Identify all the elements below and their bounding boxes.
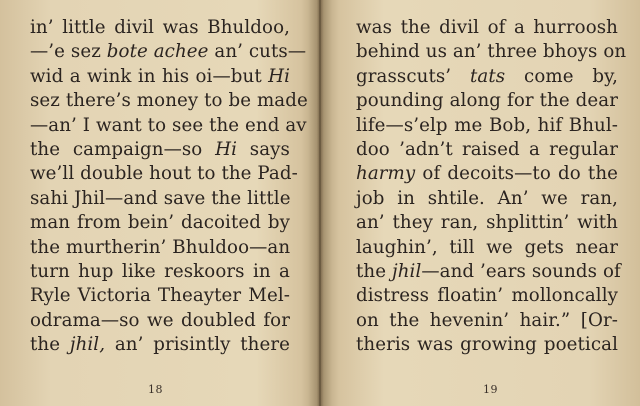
text-line: harmy of decoits—to do the bbox=[356, 163, 618, 185]
text-line: sez there’s money to be made bbox=[30, 90, 308, 112]
text-line: —’e sez bote achee an’ cuts— bbox=[30, 41, 307, 63]
left-page-text bbox=[30, 16, 308, 357]
text-line: we’ll double hout to the Pad- bbox=[30, 163, 298, 185]
text-line: an’ they ran, shplittin’ with bbox=[356, 212, 618, 234]
text-line: the campaign—so Hi says bbox=[30, 138, 290, 160]
text-line: pounding along for the dear bbox=[356, 90, 618, 112]
text-line: life—s’elp me Bob, hif Bhul- bbox=[356, 114, 618, 136]
right-page-text bbox=[356, 16, 627, 357]
page-number-right: 19 bbox=[483, 383, 498, 396]
text-line: theris was growing poetical bbox=[356, 334, 618, 356]
text-line: job in shtile. An’ we ran, bbox=[356, 187, 618, 209]
text-line: the jhil, an’ prisintly there bbox=[30, 334, 291, 356]
text-line: laughin’, till we gets near bbox=[356, 236, 618, 258]
text-line: odrama—so we doubled for bbox=[30, 309, 290, 331]
text-line: was the divil of a hurroosh bbox=[356, 17, 618, 38]
text-line: Ryle Victoria Theayter Mel- bbox=[30, 285, 290, 307]
text-line: sahi Jhil—and save the little bbox=[30, 187, 291, 209]
text-line: man from bein’ dacoited by bbox=[30, 212, 290, 234]
page-number-left: 18 bbox=[148, 383, 163, 396]
text-line: distress floatin’ molloncally bbox=[356, 285, 618, 307]
text-line: —an’ I want to see the end av bbox=[30, 114, 307, 136]
text-line: behind us an’ three bhoys on bbox=[356, 41, 627, 63]
text-line: doo ’adn’t raised a regular bbox=[356, 138, 618, 160]
text-line: the murtherin’ Bhuldoo—an bbox=[30, 236, 291, 258]
text-line: grasscuts’ tats come by, bbox=[356, 65, 618, 87]
text-line: wid a wink in his oi—but Hi bbox=[30, 65, 290, 87]
text-line: in’ little divil was Bhuldoo, bbox=[30, 17, 290, 38]
right-page bbox=[320, 0, 640, 406]
text-line: the jhil—and ’ears sounds of bbox=[356, 260, 621, 282]
text-line: turn hup like reskoors in a bbox=[30, 260, 290, 282]
text-line: on the hevenin’ hair.” [Or- bbox=[356, 309, 618, 331]
